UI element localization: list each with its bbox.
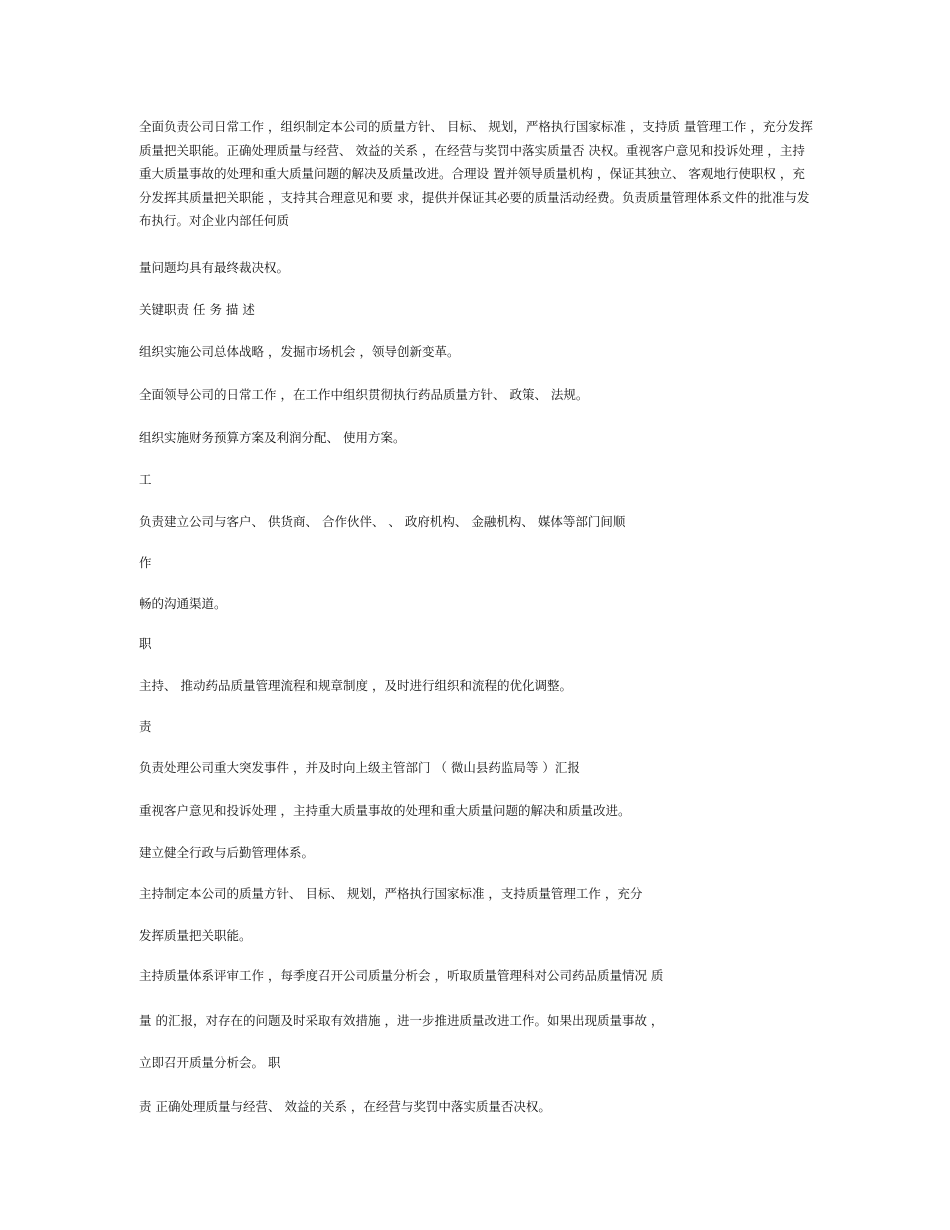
text-line: 工 — [139, 472, 152, 487]
section-heading: 关键职责 任 务 描 述 — [139, 302, 255, 317]
text-line: 责 — [139, 719, 152, 734]
text-line: 职 — [139, 636, 152, 651]
text-line: 全面领导公司的日常工作 ，在工作中组织贯彻执行药品质量方针、 政策、 法规。 — [139, 387, 589, 402]
text-line: 作 — [139, 555, 152, 570]
text-line: 负责处理公司重大突发事件 ，并及时向上级主管部门 （ 微山县药监局等 ）汇报 — [139, 760, 580, 775]
text-line: 量问题均具有最终裁决权。 — [139, 260, 290, 275]
text-line: 组织实施公司总体战略 ，发掘市场机会 ，领导创新变革。 — [139, 344, 460, 359]
text-line: 责 正确处理质量与经营、 效益的关系 ，在经营与奖罚中落实质量否决权。 — [139, 1099, 551, 1114]
text-line: 主持、 推动药品质量管理流程和规章制度 ，及时进行组织和流程的优化调整。 — [139, 678, 572, 693]
text-line: 畅的沟通渠道。 — [139, 596, 227, 611]
text-line: 组织实施财务预算方案及利润分配、 使用方案。 — [139, 430, 406, 445]
text-line: 主持质量体系评审工作 ，每季度召开公司质量分析会 ，听取质量管理科对公司药品质量情况 质 — [139, 968, 664, 983]
text-line: 量 的汇报，对存在的问题及时采取有效措施 ，进一步推进质量改进工作。如果出现质量事故 ， — [139, 1013, 664, 1028]
text-line: 发挥质量把关职能。 — [139, 928, 252, 943]
text-line: 重视客户意见和投诉处理 ，主持重大质量事故的处理和重大质量问题的解决和质量改进。 — [139, 803, 631, 818]
text-line: 主持制定本公司的质量方针、 目标、 规划，严格执行国家标准 ，支持质量管理工作 ，充分 — [139, 886, 643, 901]
text-line: 负责建立公司与客户、 供货商、 合作伙伴、 、 政府机构、 金融机构、 媒体等部门间顺 — [139, 514, 626, 529]
intro-paragraph: 全面负责公司日常工作 ，组织制定本公司的质量方针、 目标、 规划，严格执行国家标准 ，支持质 量管理工作 ，充分发挥质量把关职能。正确处理质量与经营、 效益的关系 ，在经营与奖罚中落实质量否 决权。重视客户意见和投诉处理 ，主持重大质量事故的处理和重大质量问题的解决及质量改进。合理设 置并领导质量机构 ，保证其独立、 客观地行使职权 ，充分发挥其质量把关职能 ，支持其合理意见和要 求，提供并保证其必要的质量活动经费。负责质量管理体系文件的批准与发布执行。对企业内部任何质 — [139, 119, 813, 228]
text-line: 建立健全行政与后勤管理体系。 — [139, 845, 315, 860]
text-line: 立即召开质量分析会。 职 — [139, 1055, 281, 1070]
